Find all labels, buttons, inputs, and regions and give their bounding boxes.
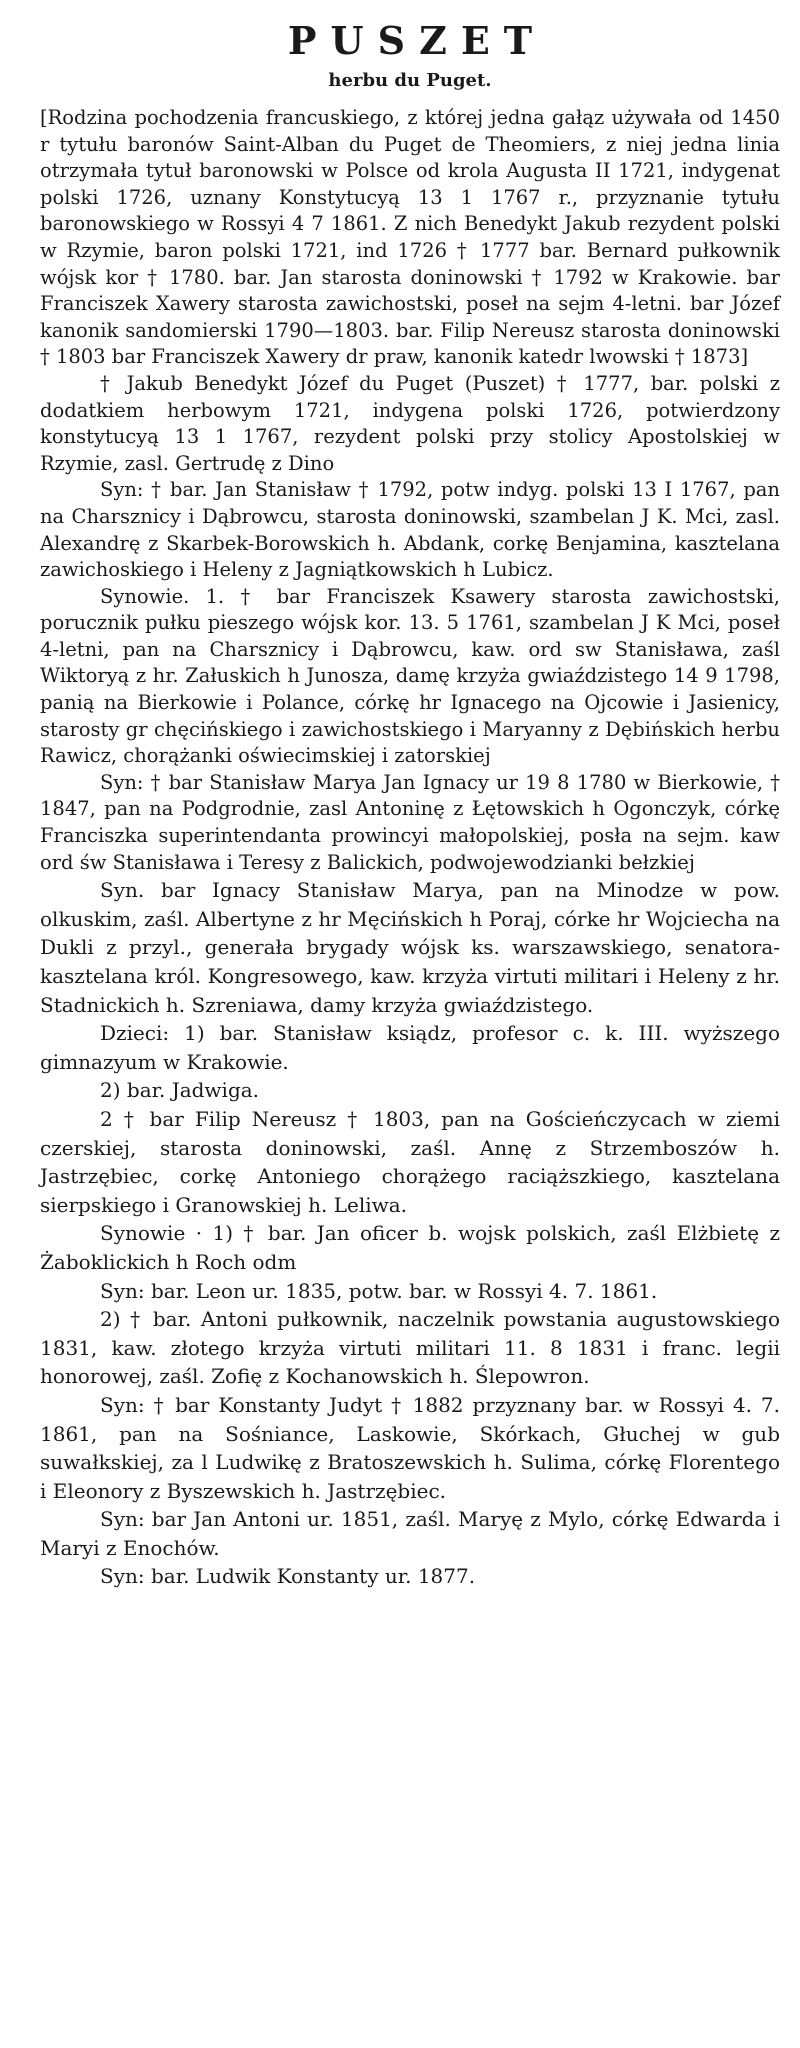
paragraph-ludwik-konstanty: Syn: bar. Ludwik Konstanty ur. 1877. <box>100 1564 476 1589</box>
paragraph-leon: Syn: bar. Leon ur. 1835, potw. bar. w Rossyi 4. 7. 1861. <box>100 1278 658 1303</box>
paragraph-jan-stanislaw: Syn: † bar. Jan Stanisław † 1792, potw indyg. polski 13 I 1767, pan na Charsznicy i Dąbrowcu, starosta doninowski, szambelan J K. Mci, zasl. Alexandrę z Skarbek-Borowskich h. Abdank, corkę Benjamina, kasztelana zawichoskiego i Heleny z Jagniątkowskich h Lubicz. <box>40 478 780 582</box>
paragraph-jadwiga: 2) bar. Jadwiga. <box>100 1078 260 1103</box>
paragraph-dzieci: Dzieci: 1) bar. Stanisław ksiądz, profesor c. k. III. wyższego gimnazyum w Krakowie. <box>40 1021 780 1074</box>
paragraph-jakub-benedykt: † Jakub Benedykt Józef du Puget (Puszet) † 1777, bar. polski z dodatkiem herbowym 1721, indygena polski 1726, potwierdzony konstytucyą 13 1 1767, rezydent polski przy stolicy Apostolskiej w Rzymie, zasl. Gertrudę z Dino <box>40 371 780 475</box>
paragraph-ignacy-stanislaw: Syn. bar Ignacy Stanisław Marya, pan na Minodze w pow. olkuskim, zaśl. Albertyne z hr Męcińskich h Poraj, córke hr Wojciecha na Dukli z przyl., generała brygady wójsk ks. warszawskiego, senatora-kasztelana król. Kongresowego, kaw. krzyża virtuti militari i Heleny z hr. Stadnickich h. Szreniawa, damy krzyża gwiaździstego. <box>40 878 780 1017</box>
paragraph-stanislaw-marya: Syn: † bar Stanisław Marya Jan Ignacy ur 19 8 1780 w Bierkowie, † 1847, pan na Podgrodnie, zasl Antoninę z Łętowskich h Ogonczyk, córkę Franciszka superintendanta prowincyi małopolskiej, posła na sejm. kaw ord św Stanisława i Teresy z Balickich, podwojewodzianki bełzkiej <box>40 770 780 874</box>
paragraph-konstanty-judyt: Syn: † bar Konstanty Judyt † 1882 przyznany bar. w Rossyi 4. 7. 1861, pan na Sośniance, Laskowie, Skórkach, Głuchej w gub suwałkskiej, za l Ludwikę z Bratoszewskich h. Sulima, córkę Florentego i Eleonory z Byszewskich h. Jastrzębiec. <box>40 1392 780 1503</box>
paragraph-synowie-jan: Synowie · 1) † bar. Jan oficer b. wojsk polskich, zaśl Elżbietę z Żaboklickich h Roch odm <box>40 1221 780 1274</box>
paragraph-filip-nereusz: 2 † bar Filip Nereusz † 1803, pan na Gościeńczycach w ziemi czerskiej, starosta doninowski, zaśl. Annę z Strzemboszów h. Jastrzębiec, corkę Antoniego chorążego raciąższkiego, kasztelana sierpskiego i Granowskiej h. Leliwa. <box>40 1106 780 1217</box>
paragraph-jan-antoni: Syn: bar Jan Antoni ur. 1851, zaśl. Maryę z Mylo, córkę Edwarda i Maryi z Enochów. <box>40 1507 780 1560</box>
paragraph-family-origin: [Rodzina pochodzenia francuskiego, z której jedna gałąz używała od 1450 r tytułu baronów Saint-Alban du Puget de Theomiers, z niej jedna linia otrzymała tytuł baronowski w Polsce od krola Augusta II 1721, indygenat polski 1726, uznany Konstytucyą 13 1 1767 r., przyznanie tytułu baronowskiego w Rossyi 4 7 1861. Z nich Benedykt Jakub rezydent polski w Rzymie, baron polski 1721, ind 1726 † 1777 bar. Bernard pułkownik wójsk kor † 1780. bar. Jan starosta doninowski † 1792 w Krakowie. bar Franciszek Xawery starosta zawichostski, poseł na sejm 4-letni. bar Józef kanonik sandomierski 1790—1803. bar. Filip Nereusz starosta doninowski † 1803 bar Franciszek Xawery dr praw, kanonik katedr lwowski † 1873] <box>40 106 780 369</box>
page-title: PUSZET <box>287 18 547 63</box>
page-subtitle: herbu du Puget. <box>328 70 492 91</box>
paragraph-antoni: 2) † bar. Antoni pułkownik, naczelnik powstania augustowskiego 1831, kaw. złotego krzyża virtuti militari 11. 8 1831 i franc. legii honorowej, zaśl. Zofię z Kochanowskich h. Ślepowron. <box>40 1307 780 1389</box>
paragraph-franciszek-ksawery: Synowie. 1. † bar Franciszek Ksawery starosta zawichostski, porucznik pułku pieszego wójsk kor. 13. 5 1761, szambelan J K Mci, poseł 4-letni, pan na Charsznicy i Dąbrowcu, kaw. ord sw Stanisława, zaśl Wiktoryą z hr. Załuskich h Junosza, damę krzyża gwiaździstego 14 9 1798, panią na Bierkowie i Polance, córkę hr Ignacego na Ojcowie i Jasienicy, starosty gr chęcińskiego i zawichostskiego i Maryanny z Dębińskich herbu Rawicz, chorążanki oświecimskiej i zatorskiej <box>40 584 780 768</box>
lower-section <box>40 876 780 1591</box>
